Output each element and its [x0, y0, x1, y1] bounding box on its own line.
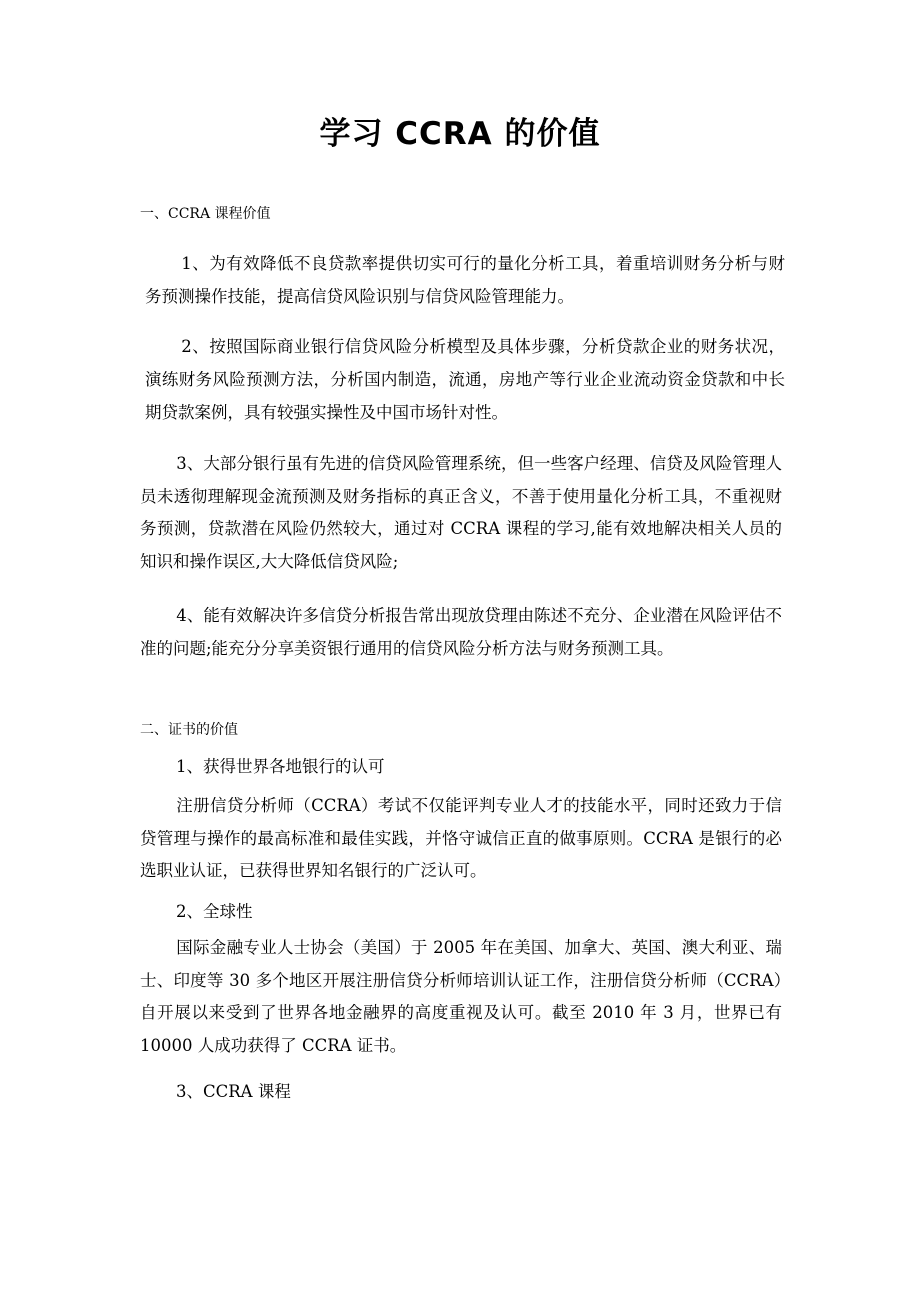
subheading-bank-recognition: 1、获得世界各地银行的认可	[176, 757, 385, 776]
subheading-ccra-course: 3、CCRA 课程	[176, 1082, 291, 1101]
section-heading-course-value: 一、CCRA 课程价值	[140, 206, 271, 222]
subheading-global: 2、全球性	[176, 902, 253, 921]
paragraph-course-value-4: 4、能有效解决许多信贷分析报告常出现放贷理由陈述不充分、企业潜在风险评估不准的问题;能充分分享美资银行通用的信贷风险分析方法与财务预测工具。	[140, 606, 782, 658]
section-heading-certificate-value: 二、证书的价值	[140, 722, 238, 738]
paragraph-course-value-2: 2、按照国际商业银行信贷风险分析模型及具体步骤，分析贷款企业的财务状况，演练财务风险预测方法，分析国内制造，流通，房地产等行业企业流动资金贷款和中长期贷款案例，具有较强实操性及中国市场针对性。	[145, 337, 785, 422]
paragraph-course-value-3: 3、大部分银行虽有先进的信贷风险管理系统，但一些客户经理、信贷及风险管理人员未透彻理解现金流预测及财务指标的真正含义，不善于使用量化分析工具，不重视财务预测，贷款潜在风险仍然较大，通过对 CCRA 课程的学习,能有效地解决相关人员的知识和操作误区,大大降低信贷风险;	[140, 454, 782, 571]
paragraph-course-value-1: 1、为有效降低不良贷款率提供切实可行的量化分析工具，着重培训财务分析与财务预测操作技能，提高信贷风险识别与信贷风险管理能力。	[145, 254, 785, 306]
paragraph-global: 国际金融专业人士协会（美国）于 2005 年在美国、加拿大、英国、澳大利亚、瑞士、印度等 30 多个地区开展注册信贷分析师培训认证工作，注册信贷分析师（CCRA）自开展以来受到了世界各地金融界的高度重视及认可。截至 2010 年 3 月，世界已有 10000 人成功获得了 CCRA 证书。	[140, 938, 782, 1055]
paragraph-bank-recognition: 注册信贷分析师（CCRA）考试不仅能评判专业人才的技能水平，同时还致力于信贷管理与操作的最高标准和最佳实践，并恪守诚信正直的做事原则。CCRA 是银行的必选职业认证，已获得世界知名银行的广泛认可。	[140, 796, 782, 880]
document-title: 学习 CCRA 的价值	[319, 116, 601, 152]
